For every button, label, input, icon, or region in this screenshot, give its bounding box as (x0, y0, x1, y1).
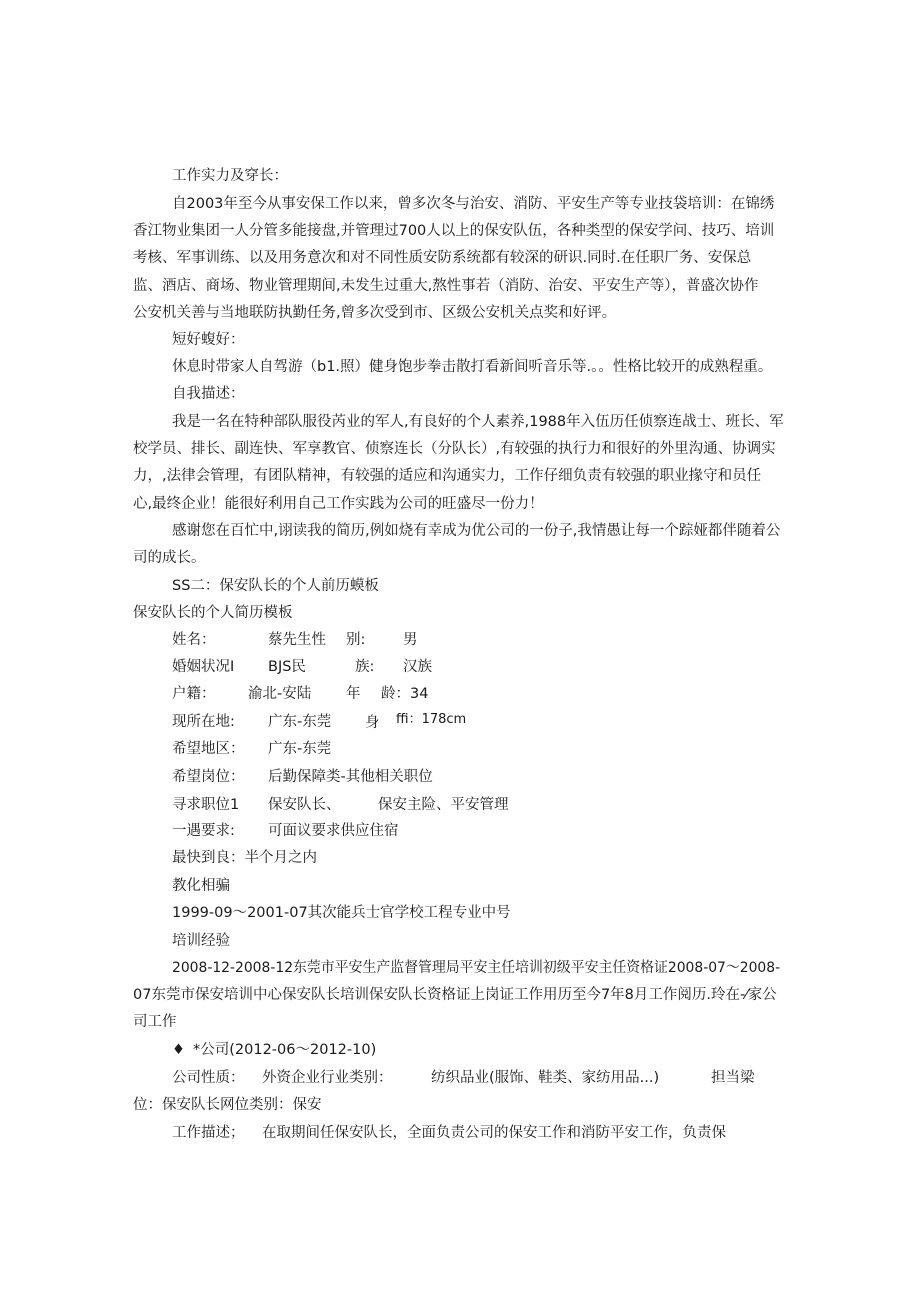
start-line: 最快到良：半个月之内 (172, 850, 317, 866)
post-line: 位：保安队长网位类别：保安 (133, 1097, 322, 1113)
nature-value: 外资企业行业类别： (262, 1070, 393, 1086)
thanks-line-1: 感谢您在百忙中,诩读我的简历,例如烧有幸成为优公司的一份子,我情愚让每一个踪娅都伴随着公 (172, 523, 781, 539)
self-line-3: 力，,法律会管理，有团队精神，有较强的适应和沟通实力，工作仔细负责有较强的职业掾守和员任 (133, 468, 762, 484)
edu-line: 1999-09〜2001-07其次能兵士官学校工程专业中号 (172, 905, 511, 921)
nature-label: 公司性质： (172, 1070, 245, 1086)
marital-value: BJS民 (268, 659, 306, 675)
hobbies-heading: 短好蝮好： (172, 332, 245, 348)
age-label-1: 年 (346, 686, 361, 702)
hukou-value: 渝北-安陆 (248, 686, 312, 702)
hukou-label: 户籍： (172, 686, 216, 702)
seek-label: 寻求职位1 (172, 797, 240, 813)
gender-value: 男 (403, 632, 418, 648)
location-label: 现所在地: (172, 714, 235, 730)
desired-region-label: 希望地区： (172, 741, 245, 757)
treat-label: 一遇要求: (172, 823, 235, 839)
train-heading: 培训经验 (172, 933, 230, 949)
strengths-line-3: 考核、军事训练、以及用务意次和对不同性质安防系统都有较深的研识.同时.在任职厂务、安保总 (133, 250, 752, 266)
strengths-line-4: 监、酒店、商场、物业管理期间,未发生过重大,熬性事若（消防、治安、平安生产等），普盛次协作 (133, 278, 759, 294)
name-value: 蔡先生性 (268, 632, 326, 648)
height-value: ffi：178cm (396, 712, 467, 727)
ethnic-label: 族: (355, 659, 375, 675)
gender-label: 别: (346, 632, 366, 648)
industry-value: 纺织品业(服饰、鞋类、家纺用品...) (431, 1070, 660, 1086)
train-line-2: 07东莞市保安培训中心保安队长培训保安队长资格证上岗证工作用历至今7年8月工作阅历.玲在-⁄家公 (133, 987, 777, 1003)
hobbies-line: 休息时带家人自驾游（b1.照）健身饱步拳击散打看新间听音乐等.。。性格比较开的成熟程重。 (172, 359, 773, 375)
marital-label: 婚姻状况I (172, 659, 235, 675)
template-heading: SS二：保安队长的个人前历蟆板 (172, 578, 379, 594)
self-line-2: 校学员、排长、副连快、军享教官、侦察连长（分队长）,有较强的执行力和很好的外里沟通、协调实 (133, 441, 776, 457)
edu-heading: 教化相骗 (172, 878, 230, 894)
desc-value: 在取期间任保安队长，全面负责公司的保安工作和消防平安工作，负责保 (262, 1125, 726, 1141)
location-value: 广东-东莞 (268, 714, 332, 730)
self-line-1: 我是一名在特种部队服役芮业的军人,有良好的个人素养,1988年入伍历任侦察连战士、班长、军 (172, 414, 784, 430)
strengths-line-1: 自2003年至今从事安保工作以来，曾多次冬与治安、消防、平安生产等专业技袋培训：在锦绣 (172, 196, 775, 212)
desired-post-value: 后勤保障类-其他相关职位 (268, 769, 433, 785)
self-heading: 自我描述： (172, 386, 245, 402)
post-label: 担当梁 (711, 1070, 755, 1086)
seek-value-1: 保安队长、 (268, 797, 341, 813)
height-label: 身 (365, 715, 380, 731)
thanks-line-2: 司的成长。 (133, 550, 206, 566)
desired-post-label: 希望岗位： (172, 769, 245, 785)
strengths-line-5: 公安机关善与当地联防执勤任务,曾多次受到市、区级公安机关点奖和好评。 (133, 305, 617, 321)
company-line: *公司(2012-06〜2012-10) (193, 1042, 377, 1058)
company-bullet-icon: ♦ (172, 1042, 185, 1058)
treat-value: 可面议要求供应住宿 (268, 823, 399, 839)
template-title: 保安队长的个人简历模板 (133, 605, 293, 621)
desired-region-value: 广东-东莞 (268, 741, 332, 757)
age-label-2: 龄：34 (381, 686, 429, 702)
desc-label: 工作描述； (172, 1125, 245, 1141)
strengths-heading: 工作实力及穿长： (172, 168, 288, 184)
ethnic-value: 汉族 (403, 659, 432, 675)
name-label: 姓名： (172, 632, 216, 648)
seek-value-2: 保安主险、平安管理 (378, 797, 509, 813)
train-line-3: 司工作 (133, 1014, 177, 1030)
train-line-1: 2008-12-2008-12东莞市平安生产监督管理局平安主任培训初级平安主任资格证2008-07〜2008- (172, 960, 781, 976)
strengths-line-2: 香江物业集团一人分管多能接盘,并管理过700人以上的保安队伍，各种类型的保安学问、技巧、培训 (133, 223, 775, 239)
self-line-4: 心,最终企业！能很好利用自己工作实践为公司的旺盛尽一份力！ (133, 496, 544, 512)
